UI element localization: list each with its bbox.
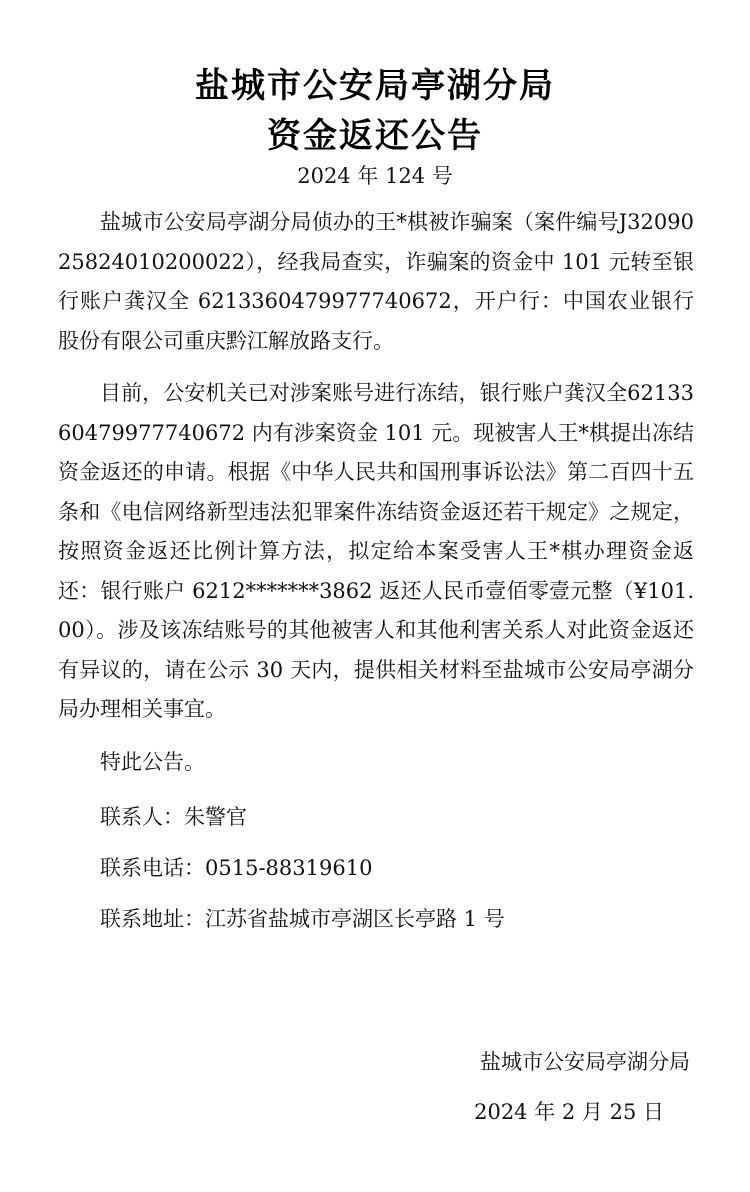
notice-title-line1: 盐城市公安局亭湖分局	[195, 66, 555, 106]
paragraph-refund-details: 目前，公安机关已对涉案账号进行冻结，银行账户龚汉全6213360479977740672 内有涉案资金 101 元。现被害人王*棋提出冻结资金返还的申请。根据《中华人民共和国刑事诉讼法》第二百四十五条和《电信网络新型违法犯罪案件冻结资金返还若干规定》之规定，按照资金返还比例计算方法，拟定给本案受害人王*棋办理资金返还：银行账户 6212*******3862 返还人民币壹佰零壹元整（¥101.00）。涉及该冻结账号的其他被害人和其他利害关系人对此资金返还有异议的，请在公示 30 天内，提供相关材料至盐城市公安局亭湖分局办理相关事宜。	[58, 381, 694, 721]
paragraph-closing: 特此公告。	[100, 749, 205, 774]
notice-body	[58, 203, 694, 930]
contact-phone: 联系电话：0515-88319610	[100, 856, 373, 880]
signature-organization: 盐城市公安局亭湖分局	[480, 1050, 690, 1074]
contact-person: 联系人：朱警官	[100, 805, 247, 829]
signature-date: 2024 年 2 月 25 日	[474, 1100, 664, 1124]
notice-title-line2: 资金返还公告	[267, 116, 483, 156]
paragraph-case-details: 盐城市公安局亭湖分局侦办的王*棋被诈骗案（案件编号J3209025824010200022），经我局查实，诈骗案的资金中 101 元转至银行账户龚汉全 6213360479977740672，开户行：中国农业银行股份有限公司重庆黔江解放路支行。	[58, 210, 694, 353]
contact-address: 联系地址：江苏省盐城市亭湖区长亭路 1 号	[100, 907, 505, 931]
document-number: 2024 年 124 号	[297, 164, 453, 188]
